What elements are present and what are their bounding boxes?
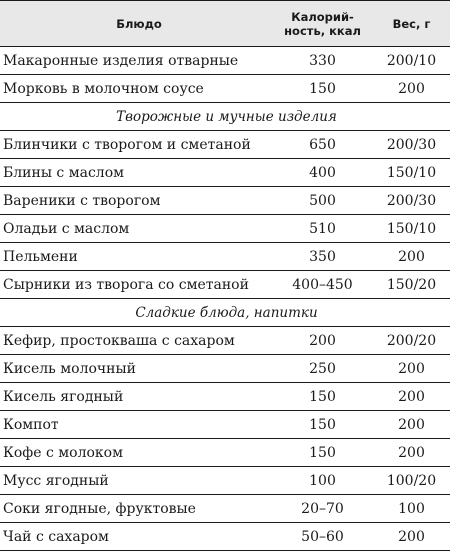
table-row — [0, 383, 450, 411]
dish-cell: Блинчики с творогом и сметаной — [0, 131, 275, 159]
section-title: Сладкие блюда, напитки — [0, 299, 450, 327]
header-calories — [275, 1, 370, 47]
calories-cell: 650 — [275, 131, 370, 159]
weight-cell: 150/10 — [370, 159, 450, 187]
table-row — [0, 47, 450, 75]
weight-cell: 150/10 — [370, 215, 450, 243]
dish-cell: Сырники из творога со сметаной — [0, 271, 275, 299]
dish-cell: Кофе с молоком — [0, 439, 275, 467]
dish-cell: Соки ягодные, фруктовые — [0, 495, 275, 523]
calories-cell: 330 — [275, 47, 370, 75]
table-row — [0, 467, 450, 495]
table-row — [0, 271, 450, 299]
calories-cell: 150 — [275, 383, 370, 411]
weight-cell: 200 — [370, 355, 450, 383]
weight-cell: 200/10 — [370, 47, 450, 75]
calories-cell: 400 — [275, 159, 370, 187]
dish-cell: Вареники с творогом — [0, 187, 275, 215]
header-dish: Блюдо — [0, 1, 275, 47]
weight-cell: 100 — [370, 495, 450, 523]
calories-cell: 200 — [275, 327, 370, 355]
calories-cell: 400–450 — [275, 271, 370, 299]
calories-cell: 150 — [275, 439, 370, 467]
calories-cell: 510 — [275, 215, 370, 243]
table-row — [0, 327, 450, 355]
section-row — [0, 299, 450, 327]
weight-cell: 200 — [370, 523, 450, 551]
table-row — [0, 243, 450, 271]
table-body — [0, 47, 450, 551]
dish-cell: Макаронные изделия отварные — [0, 47, 275, 75]
calories-cell: 100 — [275, 467, 370, 495]
dish-cell: Чай с сахаром — [0, 523, 275, 551]
section-row — [0, 103, 450, 131]
table-header — [0, 1, 450, 47]
dish-cell: Морковь в молочном соусе — [0, 75, 275, 103]
weight-cell: 200 — [370, 75, 450, 103]
calories-cell: 50–60 — [275, 523, 370, 551]
weight-cell: 200/30 — [370, 187, 450, 215]
header-weight: Вес, г — [370, 1, 450, 47]
calories-cell: 150 — [275, 75, 370, 103]
dish-cell: Оладьи с маслом — [0, 215, 275, 243]
weight-cell: 150/20 — [370, 271, 450, 299]
weight-cell: 200 — [370, 243, 450, 271]
table-row — [0, 215, 450, 243]
table-row — [0, 523, 450, 551]
weight-cell: 200/20 — [370, 327, 450, 355]
header-calories-line1: Калорий- — [291, 9, 354, 24]
calories-cell: 250 — [275, 355, 370, 383]
dish-cell: Кисель молочный — [0, 355, 275, 383]
dish-cell: Блины с маслом — [0, 159, 275, 187]
header-calories-line2: ность, ккал — [284, 23, 361, 38]
weight-cell: 200/30 — [370, 131, 450, 159]
dish-cell: Пельмени — [0, 243, 275, 271]
table-row — [0, 159, 450, 187]
table-row — [0, 131, 450, 159]
header-row — [0, 1, 450, 47]
dish-cell: Мусс ягодный — [0, 467, 275, 495]
calories-cell: 350 — [275, 243, 370, 271]
calories-cell: 150 — [275, 411, 370, 439]
table-row — [0, 75, 450, 103]
weight-cell: 200 — [370, 411, 450, 439]
table-row — [0, 187, 450, 215]
table-row — [0, 439, 450, 467]
weight-cell: 100/20 — [370, 467, 450, 495]
calories-cell: 20–70 — [275, 495, 370, 523]
calories-cell: 500 — [275, 187, 370, 215]
dish-cell: Кефир, простокваша с сахаром — [0, 327, 275, 355]
table-row — [0, 411, 450, 439]
weight-cell: 200 — [370, 383, 450, 411]
section-title: Творожные и мучные изделия — [0, 103, 450, 131]
dish-cell: Кисель ягодный — [0, 383, 275, 411]
table-row — [0, 495, 450, 523]
table-row — [0, 355, 450, 383]
weight-cell: 200 — [370, 439, 450, 467]
dish-cell: Компот — [0, 411, 275, 439]
